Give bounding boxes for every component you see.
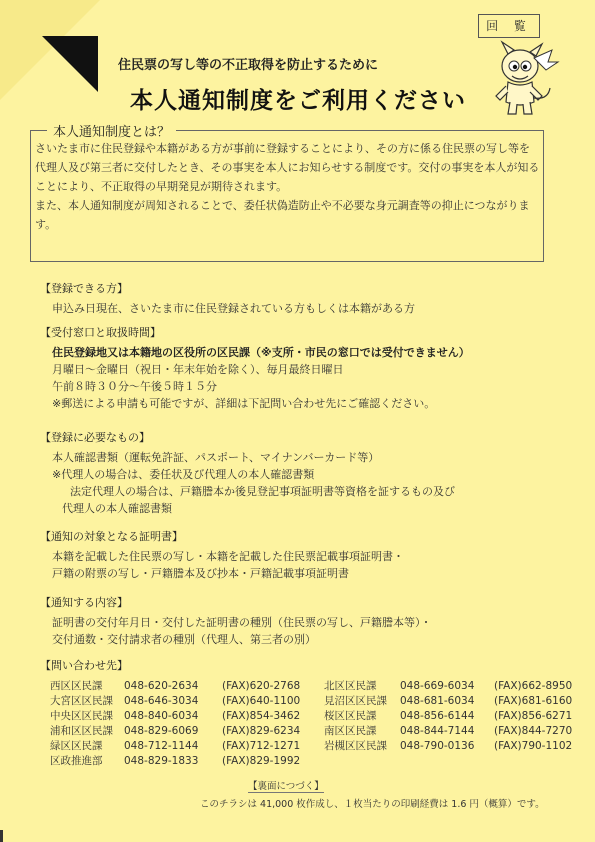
phone-number: 048-669-6034 xyxy=(400,679,475,692)
office-name xyxy=(324,753,400,768)
office-name: 浦和区区民課 xyxy=(50,725,113,737)
notice-content-line: 証明書の交付年月日・交付した証明書の種別（住民票の写し、戸籍謄本等）・ xyxy=(52,616,432,629)
intro-box xyxy=(30,125,544,262)
circulate-stamp: 回 覧 xyxy=(478,14,540,38)
phone-number: 048-790-0136 xyxy=(400,739,475,752)
intro-paragraph-1: さいたま市に住民登録や本籍がある方が事前に登録することにより、その方に係る住民票の写し等を代理人及び第三者に交付したとき、その事実を本人にお知らせする制度です。交付の事実を本人が知ることにより、不正取得の早期発見が期待されます。 xyxy=(35,142,540,193)
table-row xyxy=(50,753,572,768)
continued-note: 【裏面につづく】 xyxy=(248,778,324,793)
requirements-section xyxy=(40,430,560,517)
fax-number: (FAX)829-6234 xyxy=(222,724,301,737)
targets-heading: 【通知の対象となる証明書】 xyxy=(40,530,183,543)
fax-number: (FAX)712-1271 xyxy=(222,739,301,752)
table-row xyxy=(50,723,572,738)
fax-number: (FAX)856-6271 xyxy=(494,709,573,722)
office-name: 桜区区民課 xyxy=(324,710,377,722)
targets-line: 戸籍の附票の写し・戸籍謄本及び抄本・戸籍記載事項証明書 xyxy=(52,567,349,580)
reception-line: 午前８時３０分～午後５時１５分 xyxy=(52,380,217,393)
fax-number: (FAX)681-6160 xyxy=(494,694,573,707)
registrant-section xyxy=(40,281,560,317)
table-row xyxy=(50,738,572,753)
requirements-line: ※代理人の場合は、委任状及び代理人の本人確認書類 xyxy=(52,468,315,481)
phone-number xyxy=(400,753,494,768)
phone-number: 048-840-6034 xyxy=(124,709,199,722)
phone-number: 048-681-6034 xyxy=(400,694,475,707)
intro-heading: 本人通知制度とは？ xyxy=(47,121,176,140)
intro-paragraph-2: また、本人通知制度が周知されることで、委任状偽造防止や不必要な身元調査等の抑止につながります。 xyxy=(35,199,530,231)
fax-number: (FAX)640-1100 xyxy=(222,694,301,707)
registrant-heading: 【登録できる方】 xyxy=(40,282,128,295)
fax-number xyxy=(494,753,572,768)
reception-line: 住民登録地又は本籍地の区役所の区民課（※支所・市民の窓口では受付できません） xyxy=(52,346,470,359)
reception-heading: 【受付窓口と取扱時間】 xyxy=(40,326,161,339)
intro-text xyxy=(35,139,540,234)
contacts-table xyxy=(50,678,572,768)
targets-section xyxy=(40,529,560,582)
table-row xyxy=(50,678,572,693)
page-edge-mark xyxy=(0,830,3,842)
registrant-line: 申込み日現在、さいたま市に住民登録されている方もしくは本籍がある方 xyxy=(52,302,415,315)
table-row xyxy=(50,693,572,708)
office-name: 中央区区民課 xyxy=(50,710,113,722)
fax-number: (FAX)790-1102 xyxy=(494,739,573,752)
reception-section xyxy=(40,325,560,412)
print-cost-footnote: このチラシは 41,000 枚作成し、１枚当たりの印刷経費は 1.6 円（概算）です。 xyxy=(200,799,545,810)
office-name: 緑区区民課 xyxy=(50,740,103,752)
contacts-heading: 【問い合わせ先】 xyxy=(40,659,128,672)
phone-number: 048-646-3034 xyxy=(124,694,199,707)
page-title: 本人通知制度をご利用ください xyxy=(130,88,466,114)
fax-number: (FAX)620-2768 xyxy=(222,679,301,692)
phone-number: 048-844-7144 xyxy=(400,724,475,737)
phone-number: 048-712-1144 xyxy=(124,739,199,752)
fax-number: (FAX)662-8950 xyxy=(494,679,573,692)
requirements-heading: 【登録に必要なもの】 xyxy=(40,431,150,444)
notice-content-line: 交付通数・交付請求者の種別（代理人、第三者の別） xyxy=(52,633,316,646)
office-name: 南区区民課 xyxy=(324,725,377,737)
notice-content-section xyxy=(40,595,560,648)
fax-number: (FAX)844-7270 xyxy=(494,724,573,737)
requirements-line: 本人確認書類（運転免許証、パスポート、マイナンバーカード等） xyxy=(52,451,380,464)
phone-number: 048-620-2634 xyxy=(124,679,199,692)
office-name: 区政推進部 xyxy=(50,755,103,767)
mascot-illustration xyxy=(490,40,562,120)
office-name: 西区区民課 xyxy=(50,680,103,692)
corner-triangle-decoration xyxy=(0,0,100,100)
phone-number: 048-856-6144 xyxy=(400,709,475,722)
reception-line: ※郵送による申請も可能ですが、詳細は下記問い合わせ先にご確認ください。 xyxy=(52,397,436,410)
phone-number: 048-829-1833 xyxy=(124,754,199,767)
office-name: 北区区民課 xyxy=(324,680,377,692)
subtitle: 住民票の写し等の不正取得を防止するために xyxy=(118,58,379,73)
reception-line: 月曜日～金曜日（祝日・年末年始を除く）、毎月最終日曜日 xyxy=(52,363,344,376)
notice-content-heading: 【通知する内容】 xyxy=(40,596,128,609)
contacts-section xyxy=(40,658,560,677)
fax-number: (FAX)829-1992 xyxy=(222,754,301,767)
office-name: 見沼区区民課 xyxy=(324,695,387,707)
office-name: 大宮区区民課 xyxy=(50,695,113,707)
fax-number: (FAX)854-3462 xyxy=(222,709,301,722)
targets-line: 本籍を記載した住民票の写し・本籍を記載した住民票記載事項証明書・ xyxy=(52,550,404,563)
phone-number: 048-829-6069 xyxy=(124,724,199,737)
office-name: 岩槻区区民課 xyxy=(324,740,387,752)
requirements-line: 法定代理人の場合は、戸籍謄本か後見登記事項証明書等資格を証するもの及び xyxy=(70,485,455,498)
table-row xyxy=(50,708,572,723)
requirements-line: 代理人の本人確認書類 xyxy=(62,502,172,515)
